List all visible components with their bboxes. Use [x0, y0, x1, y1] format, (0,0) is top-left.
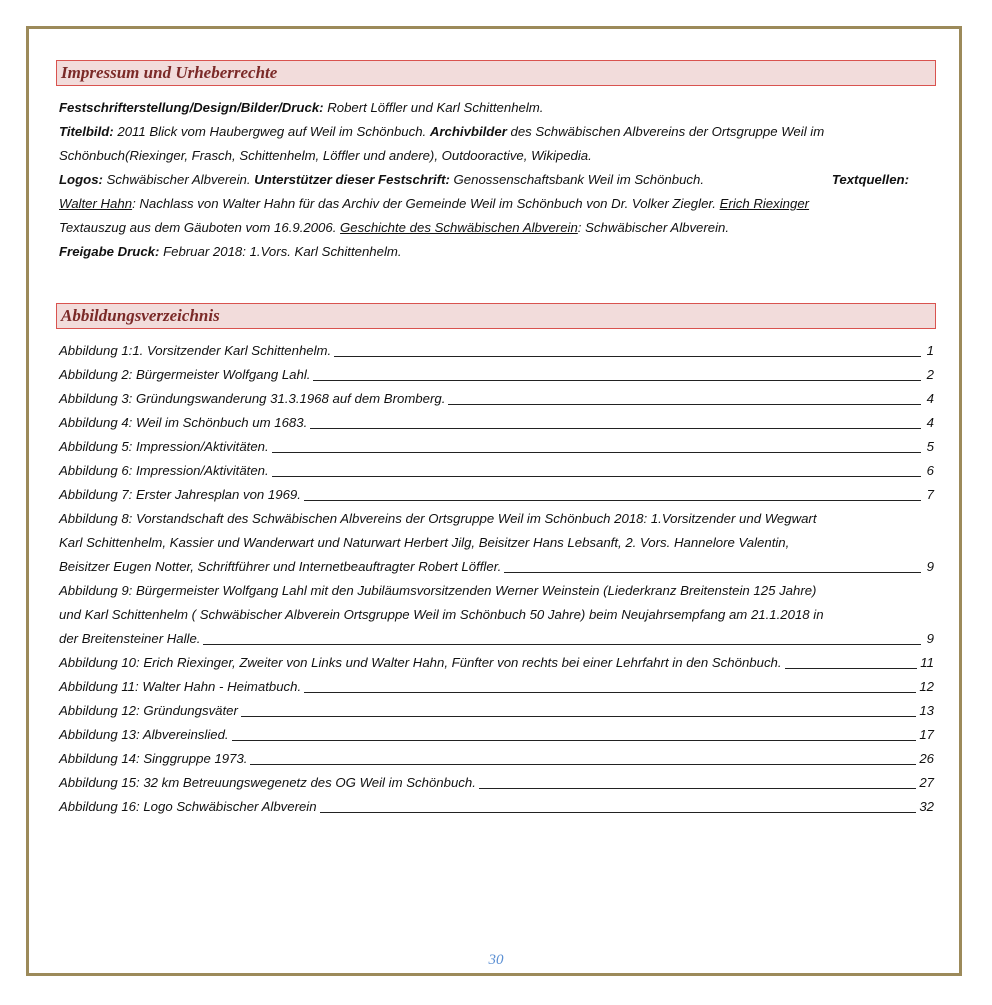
toc-entry-row — [59, 627, 934, 651]
text-geschichte: : Schwäbischer Albverein. — [577, 220, 730, 235]
link-walter-hahn[interactable]: Walter Hahn — [59, 196, 133, 211]
text-archivbilder-cont: Schönbuch(Riexinger, Frasch, Schittenhelm, Löffler und andere), Outdooractive, Wikipedia. — [59, 148, 592, 163]
link-erich-riexinger[interactable]: Erich Riexinger — [719, 196, 810, 211]
toc-entry-row — [59, 435, 934, 459]
toc-entry-page: 26 — [919, 751, 934, 766]
toc-entry[interactable] — [59, 507, 934, 579]
text-freigabe: Februar 2018: 1.Vors. Karl Schittenhelm. — [159, 244, 402, 259]
toc-entry[interactable] — [59, 387, 934, 411]
toc-entry-title: Abbildung 11: Walter Hahn - Heimatbuch. — [59, 679, 302, 694]
toc-entry-title: Abbildung 15: 32 km Betreuungswegenetz des OG Weil im Schönbuch. — [59, 775, 476, 790]
toc-entry-page: 7 — [926, 487, 934, 502]
toc-leader-line — [241, 716, 916, 717]
toc-entry-row — [59, 363, 934, 387]
label-unterstuetzer: Unterstützer dieser Festschrift: — [254, 172, 450, 187]
toc-entry-page: 11 — [920, 655, 934, 670]
toc-leader-line — [785, 668, 918, 669]
toc-entry-title: Abbildung 10: Erich Riexinger, Zweiter von Links und Walter Hahn, Fünfter von rechts bei einer Lehrfahrt in den Schönbuch. — [59, 655, 782, 670]
toc-entry-page: 2 — [926, 367, 934, 382]
toc-entry[interactable] — [59, 651, 934, 675]
toc-entry-row — [59, 483, 934, 507]
toc-entry-row — [59, 723, 934, 747]
toc-entry-title: der Breitensteiner Halle. — [59, 631, 201, 646]
impressum-line — [59, 192, 939, 216]
impressum-line — [59, 240, 939, 264]
text-gaeubote: Textauszug aus dem Gäuboten vom 16.9.2006. — [59, 220, 341, 235]
toc-entry-title: Abbildung 13: Albvereinslied. — [59, 727, 229, 742]
label-archivbilder: Archivbilder — [429, 124, 507, 139]
toc-leader-line — [304, 500, 921, 501]
toc-entry[interactable] — [59, 675, 934, 699]
impressum-text — [59, 96, 939, 264]
toc-leader-line — [232, 740, 917, 741]
toc-entry-row — [59, 795, 934, 819]
toc-entry-line: Abbildung 9: Bürgermeister Wolfgang Lahl mit den Jubiläumsvorsitzenden Werner Weinstein (Liederkranz Breitenstein 125 Jahre) — [59, 583, 817, 598]
toc-entry-page: 1 — [926, 343, 934, 358]
link-geschichte[interactable]: Geschichte des Schwäbischen Albverein — [340, 220, 578, 235]
toc-entry-title: Abbildung 4: Weil im Schönbuch um 1683. — [59, 415, 308, 430]
toc-leader-line — [479, 788, 916, 789]
toc-leader-line — [250, 764, 916, 765]
toc-leader-line — [504, 572, 921, 573]
toc-leader-line — [334, 356, 921, 357]
toc-entry-title: Abbildung 12: Gründungsväter — [59, 703, 238, 718]
toc-entry[interactable] — [59, 339, 934, 363]
toc-list — [59, 339, 934, 819]
toc-entry-row — [59, 411, 934, 435]
toc-entry[interactable] — [59, 723, 934, 747]
text-unterstuetzer: Genossenschaftsbank Weil im Schönbuch. — [449, 172, 704, 187]
toc-entry-title: Abbildung 5: Impression/Aktivitäten. — [59, 439, 269, 454]
toc-entry[interactable] — [59, 411, 934, 435]
text-nachlass: : Nachlass von Walter Hahn für das Archiv der Gemeinde Weil im Schönbuch von Dr. Volker Ziegler. — [132, 196, 720, 211]
toc-entry-row — [59, 339, 934, 363]
toc-entry[interactable] — [59, 363, 934, 387]
label-logos: Logos: — [59, 172, 103, 187]
toc-entry[interactable] — [59, 699, 934, 723]
toc-entry[interactable] — [59, 435, 934, 459]
impressum-heading: Impressum und Urheberrechte — [56, 60, 936, 86]
impressum-line — [59, 216, 939, 240]
toc-entry-page: 13 — [919, 703, 934, 718]
toc-leader-line — [203, 644, 921, 645]
toc-entry-line: und Karl Schittenhelm ( Schwäbischer Albverein Ortsgruppe Weil im Schönbuch 50 Jahre) beim Neujahrsempfang am 21.1.2018 in — [59, 607, 824, 622]
label-festschrift: Festschrifterstellung/Design/Bilder/Druck: — [59, 100, 324, 115]
toc-entry-line: Karl Schittenhelm, Kassier und Wanderwart und Naturwart Herbert Jilg, Beisitzer Hans Lebsanft, 2. Vors. Hannelore Valentin, — [59, 535, 790, 550]
toc-entry-title: Abbildung 1:1. Vorsitzender Karl Schittenhelm. — [59, 343, 332, 358]
toc-entry-page: 32 — [919, 799, 934, 814]
toc-entry-row — [59, 747, 934, 771]
toc-entry-page: 12 — [919, 679, 934, 694]
label-freigabe: Freigabe Druck: — [59, 244, 160, 259]
page-number: 30 — [488, 952, 504, 968]
text-festschrift: Robert Löffler und Karl Schittenhelm. — [323, 100, 544, 115]
toc-entry-title: Abbildung 3: Gründungswanderung 31.3.1968 auf dem Bromberg. — [59, 391, 446, 406]
toc-entry-row — [59, 675, 934, 699]
toc-leader-line — [313, 380, 921, 381]
toc-entry-page: 4 — [926, 391, 934, 406]
toc-entry-page: 9 — [926, 559, 934, 574]
label-textquellen: Textquellen: — [831, 172, 909, 187]
text-titelbild: 2011 Blick vom Haubergweg auf Weil im Schönbuch. — [113, 124, 430, 139]
toc-entry-page: 27 — [919, 775, 934, 790]
impressum-line — [59, 120, 939, 144]
text-logos: Schwäbischer Albverein. — [102, 172, 255, 187]
toc-entry[interactable] — [59, 459, 934, 483]
toc-entry-row — [59, 771, 934, 795]
toc-entry-title: Abbildung 6: Impression/Aktivitäten. — [59, 463, 269, 478]
toc-entry-title: Abbildung 16: Logo Schwäbischer Albverein — [59, 799, 317, 814]
toc-leader-line — [272, 476, 921, 477]
toc-leader-line — [448, 404, 921, 405]
toc-entry-page: 17 — [919, 727, 934, 742]
toc-entry-page: 6 — [926, 463, 934, 478]
toc-entry-row — [59, 387, 934, 411]
toc-entry-line: Abbildung 8: Vorstandschaft des Schwäbischen Albvereins der Ortsgruppe Weil im Schönbuch 2018: 1.Vorsitzender und Wegwart — [59, 511, 817, 526]
toc-entry-row — [59, 459, 934, 483]
impressum-line — [59, 168, 939, 192]
toc-entry[interactable] — [59, 747, 934, 771]
toc-entry-title: Abbildung 14: Singgruppe 1973. — [59, 751, 248, 766]
toc-leader-line — [320, 812, 917, 813]
impressum-line — [59, 96, 939, 120]
toc-leader-line — [272, 452, 921, 453]
label-titelbild: Titelbild: — [59, 124, 114, 139]
impressum-line — [59, 144, 939, 168]
toc-leader-line — [310, 428, 921, 429]
toc-entry-row — [59, 555, 934, 579]
toc-entry-title: Beisitzer Eugen Notter, Schriftführer und Internetbeauftragter Robert Löffler. — [59, 559, 502, 574]
text-archivbilder: des Schwäbischen Albvereins der Ortsgruppe Weil im — [506, 124, 825, 139]
toc-entry[interactable] — [59, 795, 934, 819]
toc-heading: Abbildungsverzeichnis — [56, 303, 936, 329]
toc-entry-page: 9 — [926, 631, 934, 646]
toc-entry-row — [59, 651, 934, 675]
toc-entry[interactable] — [59, 483, 934, 507]
toc-entry-page: 5 — [926, 439, 934, 454]
toc-entry[interactable] — [59, 771, 934, 795]
toc-entry-page: 4 — [926, 415, 934, 430]
toc-entry-title: Abbildung 7: Erster Jahresplan von 1969. — [59, 487, 301, 502]
toc-entry-title: Abbildung 2: Bürgermeister Wolfgang Lahl. — [59, 367, 311, 382]
toc-leader-line — [304, 692, 916, 693]
toc-entry[interactable] — [59, 579, 934, 651]
toc-entry-row — [59, 699, 934, 723]
